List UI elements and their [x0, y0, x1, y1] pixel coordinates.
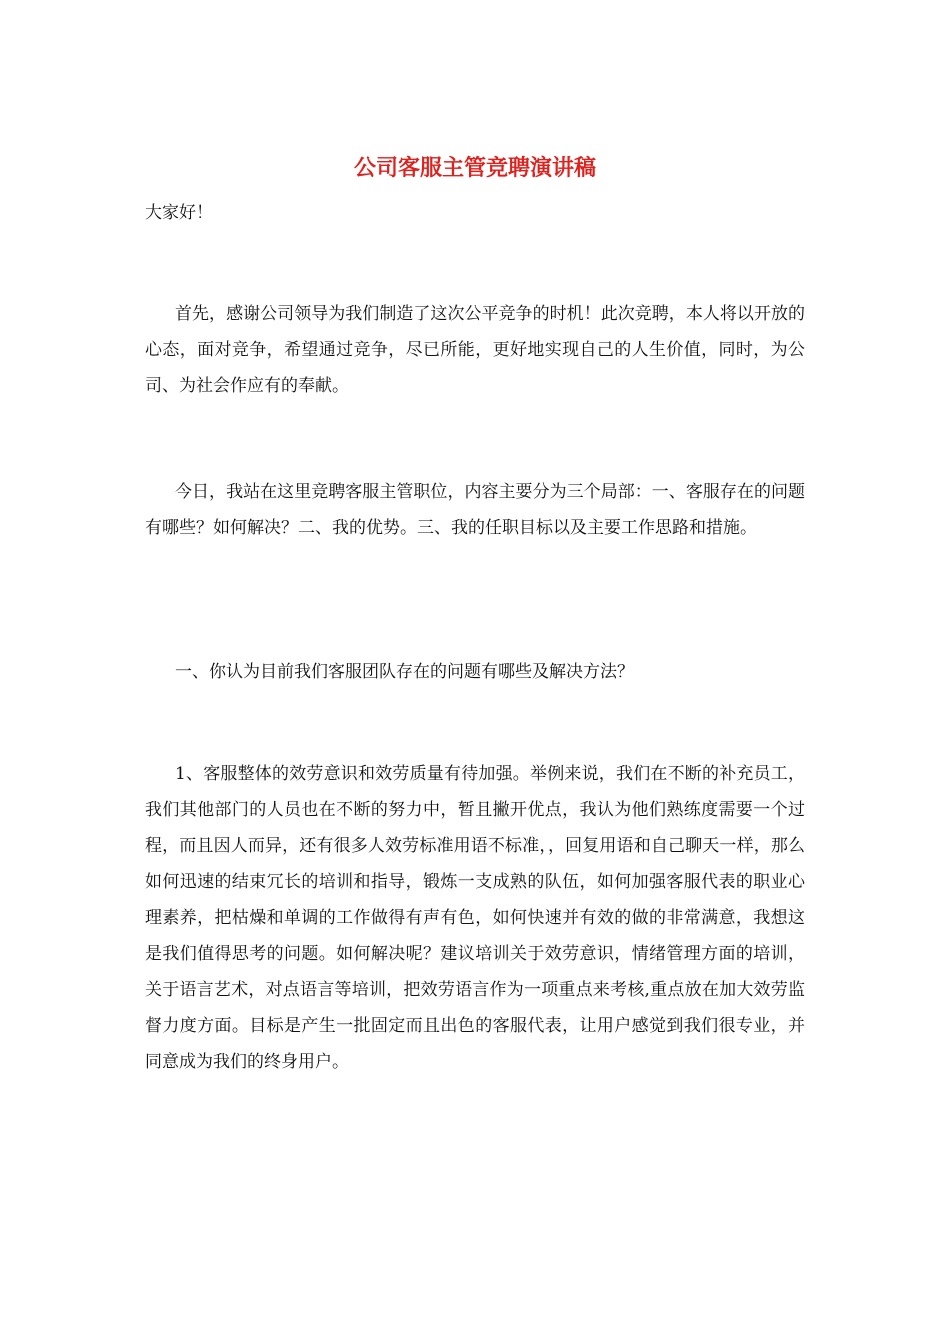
paragraph-service-awareness: 1、客服整体的效劳意识和效劳质量有待加强。举例来说，我们在不断的补充员工，我们其他部门的人员也在不断的努力中，暂且撇开优点，我认为他们熟练度需要一个过程，而且因人而异，还有很多人效劳标准用语不标准，，回复用语和自己聊天一样，那么如何迅速的结束冗长的培训和指导，锻炼一支成熟的队伍，如何加强客服代表的职业心理素养，把枯燥和单调的工作做得有声有色，如何快速并有效的做的非常满意，我想这是我们值得思考的问题。如何解决呢？建议培训关于效劳意识，情绪管理方面的培训，关于语言艺术，对点语言等培训，把效劳语言作为一项重点来考核,重点放在加大效劳监督力度方面。目标是产生一批固定而且出色的客服代表，让用户感觉到我们很专业，并同意成为我们的终身用户。 [145, 764, 805, 1072]
section-heading-problems: 一、你认为目前我们客服团队存在的问题有哪些及解决方法？ [175, 662, 634, 682]
greeting: 大家好！ [145, 203, 213, 223]
paragraph-outline: 今日，我站在这里竞聘客服主管职位，内容主要分为三个局部：一、客服存在的问题有哪些？如何解决？二、我的优势。三、我的任职目标以及主要工作思路和措施。 [145, 482, 805, 538]
paragraph-intro: 首先，感谢公司领导为我们制造了这次公平竞争的时机！此次竞聘，本人将以开放的心态，面对竞争，希望通过竞争，尽已所能，更好地实现自己的人生价值，同时，为公司、为社会作应有的奉献。 [145, 304, 805, 396]
document-title: 公司客服主管竞聘演讲稿 [353, 155, 596, 181]
